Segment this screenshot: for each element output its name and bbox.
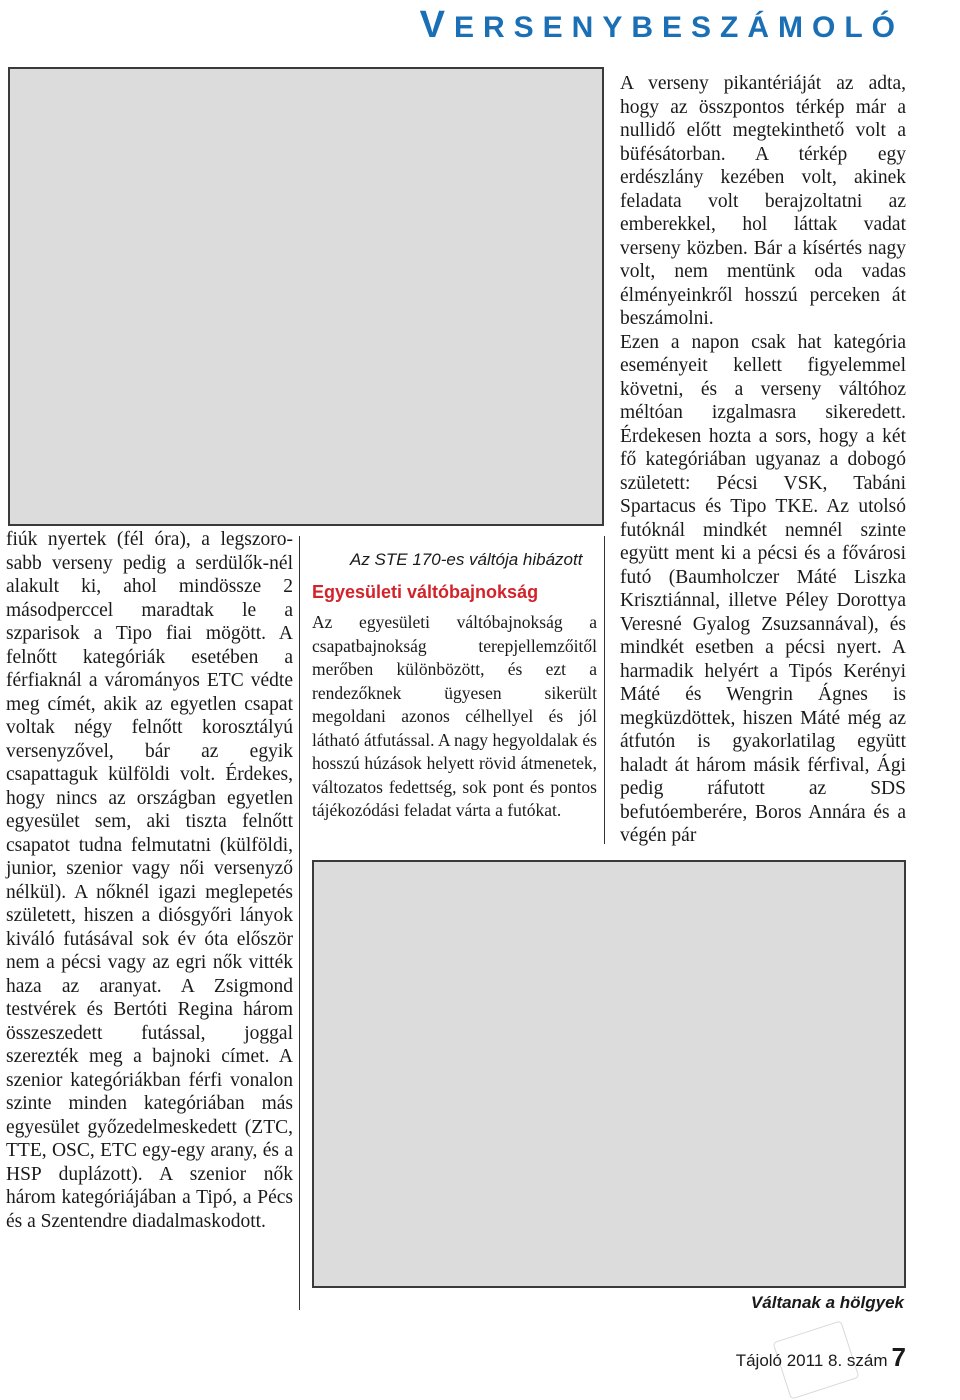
column-divider bbox=[299, 536, 300, 1310]
section-subhead: Egyesületi váltóbajnokság bbox=[312, 582, 539, 602]
header-initial: V bbox=[419, 4, 454, 46]
page-footer bbox=[736, 1342, 906, 1373]
photo-relay-team bbox=[8, 67, 604, 526]
middle-column bbox=[312, 611, 597, 823]
column-divider bbox=[604, 536, 605, 844]
publication-name: Tájoló 2011 8. szám bbox=[735, 1351, 888, 1370]
right-paragraph-1: A verseny pikantériáját az adta, hogy az összpontos térkép már a nullidő előtt megtekinthető volt a büfésátorban. A térkép egy erdészlány kezében volt, akinek feladata volt berajzoltatni az emberekkel, hol láttak vadat verseny közben. Bár a kísértés nagy volt, nem mentünk oda vadas élményeinkről hosszú perceken át beszámolni. bbox=[620, 73, 906, 329]
left-column bbox=[6, 528, 293, 1233]
right-paragraph-2: Ezen a napon csak hat kategória eseményeit kellett figyelemmel követni, és a verseny váltóhoz méltóan izgalmasra sikeredett. Érdekesen hozta a sors, hogy a két fő kategóriában ugyanaz a dobogó született: Pécsi VSK, Tabáni Spartacus és Tipo TKE. Az utolsó futóknál mindkét nemnél szinte együtt ment ki a pécsi és a fővárosi futó (Baumholczer Máté Liszka Krisztiánnal, illetve Péley Dorottya Veresné Gyalog Zsuzsannával), és mindkét esetben a pécsi nyert. A harmadik helyért a Tipós Kerényi Máté és Wengrin Ágnes is megküzdöttek, hiszen Máté még az átfutón is gyakorlatilag együtt haladt át három másik férfival, Ági pedig ráfutott az SDS befutóemberére, Boros Annára és a végén pár bbox=[620, 331, 906, 846]
left-column-text: fiúk nyertek (fél óra), a legszoro-sabb verseny pedig a serdülők-nél alakult ki, ahol mindössze 2 másodperccel maradtak le a szparisok a Tipo fiai mögött. A felnőtt kategóriák esetében a férfiaknál a várományos ETC védte meg címét, akik az egyetlen csapat voltak négy felnőtt korosztályú versenyzővel, bár az egyik csapattaguk külföldi volt. Érdekes, hogy nincs az országban egyetlen egyesület sem, aki tiszta felnőtt csapatot tudna felmutatni (külföldi, junior, szenior vagy női versenyző nélkül). A nőknél igazi meglepetés született, hiszen a diósgyőri lányok kiváló futásával sok év óta először nem a pécsi vagy az egri nők vitték haza az aranyat. A Zsigmond testvérek és Bertóti Regina három összeszedett futással, joggal szerezték meg a bajnoki címet. A szenior kategóriákban férfi vonalon szinte minden kategóriában más egyesület győzedelmeskedett (ZTC, TTE, OSC, ETC egy-egy arany, és a HSP duplázott). A szenior nők három kategóriájában a Tipó, a Pécs és a Szentendre diadalmaskodott. bbox=[6, 529, 293, 1232]
right-column bbox=[620, 72, 906, 848]
photo-women-relay bbox=[312, 860, 906, 1288]
middle-column-text: Az egyesületi váltóbajnokság a csapatbajnokság terepjellemzőitől merőben különbözött, és ezt a rendezőknek ügyesen sikerült megoldani azonos célhellyel és jól látható átfutással. A nagy hegyoldalak és hosszú húzások helyett rövid átmenetek, változatos fedettség, sok pont és pontos tájékozódási feladat várta a futókat. bbox=[312, 612, 597, 820]
photo-caption-2: Váltanak a hölgyek bbox=[750, 1293, 904, 1312]
header-rest: ERSENYBESZÁMOLÓ bbox=[453, 11, 904, 44]
page-number: 7 bbox=[891, 1342, 906, 1372]
section-header bbox=[420, 4, 904, 47]
photo-caption-1: Az STE 170-es váltója hibázott bbox=[350, 550, 583, 569]
